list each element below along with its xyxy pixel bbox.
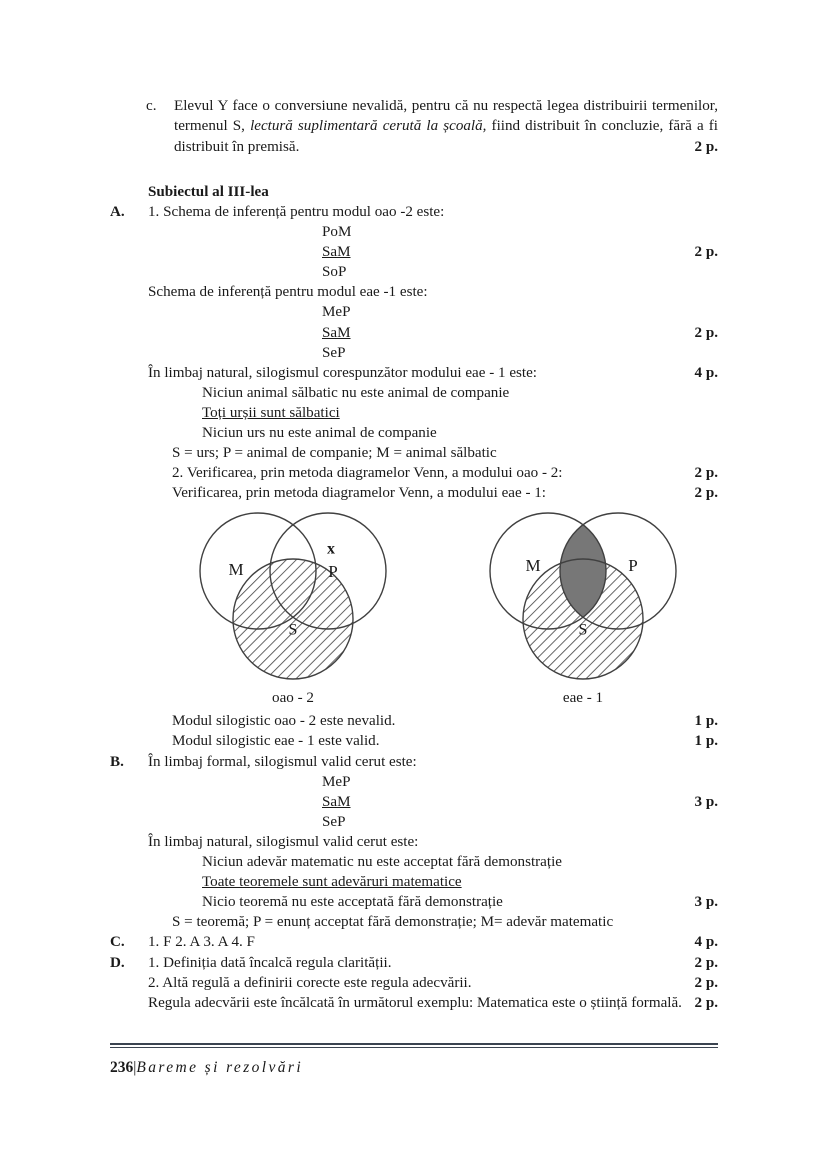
natural-lang-major: Niciun animal sălbatic nu este animal de companie: [202, 384, 510, 401]
section-b: [110, 752, 718, 772]
section-d-line-2: 2. Altă regulă a definirii corecte este regula adecvării.: [148, 974, 472, 991]
venn-intro-2: Verificarea, prin metoda diagramelor Venn, a modului eae - 1:: [172, 485, 546, 502]
section-d-line-2-row: [110, 973, 718, 993]
section-d-line-3-row: [110, 993, 718, 1013]
schema-1-major: PoM: [322, 224, 352, 241]
footer-label: Bareme și rezolvări: [136, 1058, 304, 1076]
section-b-natural-minor-row: [110, 872, 718, 892]
section-c: [110, 932, 718, 952]
section-a-line-1: 1. Schema de inferență pentru modul oao -2 este:: [148, 203, 445, 220]
section-b-schema-minor-row: [110, 792, 718, 812]
answer-item-c: [110, 96, 718, 157]
footer-page-number: 236: [110, 1058, 134, 1076]
section-c-letter: C.: [110, 934, 125, 951]
schema-2-points: 2 p.: [694, 324, 718, 341]
verdict-2-row: [110, 731, 718, 751]
footer-separator: |: [133, 1058, 137, 1076]
natural-lang-intro: În limbaj natural, silogismul corespunzător modului eae - 1 este:: [148, 364, 537, 381]
venn2-label-s: S: [578, 622, 588, 640]
item-c-marker: c.: [146, 98, 157, 114]
verdict-1-row: [110, 711, 718, 731]
venn-intro-1: 2. Verificarea, prin metoda diagramelor Venn, a modului oao - 2:: [172, 465, 563, 482]
page-footer: [110, 1043, 718, 1077]
venn2-caption: eae - 1: [562, 690, 604, 707]
section-b-letter: B.: [110, 753, 124, 770]
section-d-line-1-points: 2 p.: [694, 954, 718, 971]
section-d-line-3-points: 2 p.: [694, 994, 718, 1011]
natural-lang-intro-row: [110, 363, 718, 383]
section-b-schema-major: MeP: [322, 773, 351, 790]
venn-diagram-oao-2: [188, 509, 398, 689]
natural-lang-minor: Toți urșii sunt sălbatici: [202, 404, 340, 421]
venn-intro-2-row: [110, 483, 718, 503]
venn1-shaded-s: [188, 509, 398, 689]
section-c-points: 4 p.: [694, 934, 718, 951]
natural-lang-minor-row: [110, 403, 718, 423]
section-d-letter: D.: [110, 954, 125, 971]
section-a: [110, 202, 718, 222]
venn1-caption: oao - 2: [272, 690, 314, 707]
section-d-line-1-row: [148, 953, 718, 973]
footer-text: [110, 1059, 718, 1077]
section-a-letter: A.: [110, 203, 125, 220]
venn-intro-1-row: [110, 463, 718, 483]
section-d-line-2-points: 2 p.: [694, 974, 718, 991]
section-b-natural-intro: În limbaj natural, silogismul valid cerut este:: [148, 833, 419, 850]
venn2-label-m: M: [525, 556, 541, 576]
schema-1-points: 2 p.: [694, 244, 718, 261]
section-d-line-1: 1. Definiția dată încalcă regula clarității.: [148, 954, 392, 971]
section-b-schema-minor: SaM: [322, 793, 351, 810]
section-c-answers: 1. F 2. A 3. A 4. F: [148, 934, 255, 951]
item-c-text-after: fiind distribuit în concluzie, fără a fi distribuit în premisă.: [174, 118, 718, 155]
section-d: [110, 953, 718, 973]
venn-diagrams-area: [110, 509, 718, 711]
schema-1-conclusion: SoP: [322, 264, 347, 281]
footer-rule-thin: [110, 1047, 718, 1048]
schema-1-minor-row: [110, 242, 718, 262]
section-b-natural-major: Niciun adevăr matematic nu este acceptat fără demonstrație: [202, 854, 562, 871]
verdict-1: Modul silogistic oao - 2 este nevalid.: [172, 713, 396, 730]
venn-intro-2-points: 2 p.: [694, 485, 718, 502]
section-b-natural-conclusion-row: [110, 892, 718, 912]
schema-2-conclusion: SeP: [322, 344, 346, 361]
section-b-legend: S = teoremă; P = enunț acceptat fără demonstrație; M= adevăr matematic: [172, 914, 614, 931]
section-b-natural-minor: Toate teoremele sunt adevăruri matematice: [202, 874, 462, 891]
natural-lang-points: 4 p.: [694, 364, 718, 381]
section-b-natural-conclusion: Nicio teoremă nu este acceptată fără demonstrație: [202, 894, 503, 911]
page-content: [110, 96, 718, 1013]
verdict-2-points: 1 p.: [694, 733, 718, 750]
section-b-natural-points: 3 p.: [694, 894, 718, 911]
venn1-label-m: M: [228, 560, 244, 580]
section-b-schema-conclusion: SeP: [322, 813, 346, 830]
item-c-points: 2 p.: [694, 138, 718, 155]
schema-1-minor: SaM: [322, 244, 351, 261]
schema-2-major: MeP: [322, 304, 351, 321]
venn1-label-s: S: [288, 622, 298, 640]
venn1-mark-x: x: [327, 541, 335, 559]
schema-2-minor: SaM: [322, 324, 351, 341]
subject-heading: Subiectul al III-lea: [148, 183, 269, 200]
verdict-1-points: 1 p.: [694, 713, 718, 730]
item-c-text-before: Elevul Y face o conversiune nevalidă, pentru că nu respectă legea distribuirii termenilor, termenul S,: [174, 98, 718, 135]
footer-rule-thick: [110, 1043, 718, 1045]
verdict-2: Modul silogistic eae - 1 este valid.: [172, 733, 380, 750]
item-c-italic: lectură suplimentară cerută la școală,: [250, 118, 487, 135]
venn2-label-p: P: [628, 556, 638, 576]
section-b-formal-intro: În limbaj formal, silogismul valid cerut este:: [148, 753, 417, 770]
venn1-label-p: P: [328, 562, 338, 582]
section-d-line-3: Regula adecvării este încălcată în următorul exemplu: Matematica este o știință formală.: [148, 994, 682, 1011]
venn-diagram-eae-1: [478, 509, 688, 689]
natural-lang-conclusion: Niciun urs nu este animal de companie: [202, 425, 437, 442]
section-b-schema-points: 3 p.: [694, 793, 718, 810]
spacer: [110, 157, 718, 182]
section-a-legend: S = urs; P = animal de companie; M = animal sălbatic: [172, 445, 497, 462]
venn-intro-1-points: 2 p.: [694, 465, 718, 482]
section-c-answers-row: [148, 932, 718, 952]
section-a-line-2: Schema de inferență pentru modul eae -1 este:: [148, 284, 428, 301]
schema-2-minor-row: [110, 323, 718, 343]
